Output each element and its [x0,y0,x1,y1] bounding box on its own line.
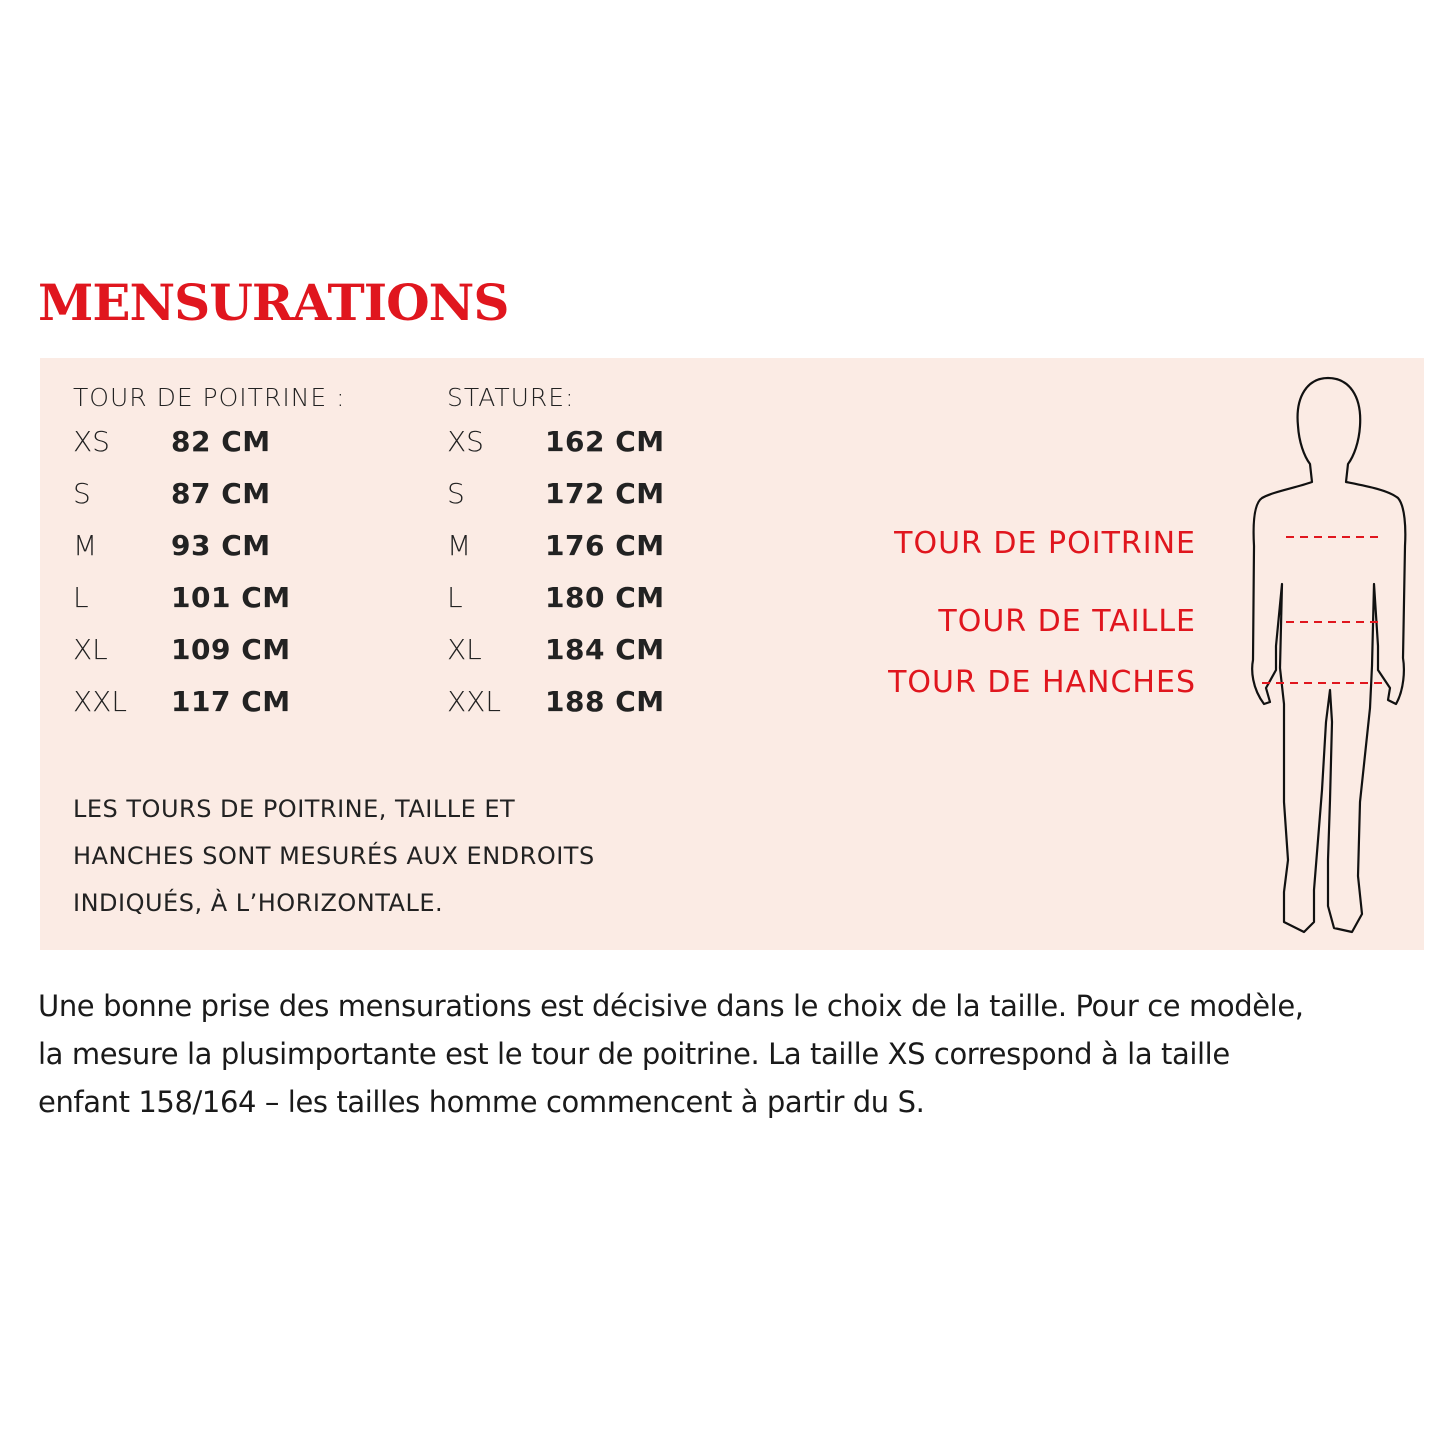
measurement-note [73,786,693,927]
size-label: XS [73,425,110,458]
size-value: 176 CM [545,529,665,562]
size-value: 87 CM [171,477,271,510]
hips-measure-label: TOUR DE HANCHES [888,665,1196,700]
table-row [73,416,433,468]
sizing-advice-paragraph [38,982,1433,1126]
table-row [447,468,807,520]
size-value: 117 CM [171,685,291,718]
size-value: 101 CM [171,581,291,614]
size-label: XS [447,425,484,458]
stature-table-heading: STATURE: [447,383,575,412]
chest-table-heading: TOUR DE POITRINE : [73,383,346,412]
note-line: INDIQUÉS, À L’HORIZONTALE. [73,889,444,917]
table-row [447,676,807,728]
stature-size-table [447,380,807,728]
size-value: 188 CM [545,685,665,718]
size-label: XL [447,633,482,666]
size-value: 184 CM [545,633,665,666]
table-row [447,572,807,624]
size-label: XL [73,633,108,666]
size-label: XXL [447,685,501,718]
size-value: 93 CM [171,529,271,562]
table-row [73,572,433,624]
size-label: S [447,477,465,510]
waist-measure-label: TOUR DE TAILLE [938,604,1196,639]
size-value: 172 CM [545,477,665,510]
size-label: M [447,529,472,562]
paragraph-line: la mesure la plusimportante est le tour de poitrine. La taille XS correspond à la taille [38,1037,1230,1071]
chest-measure-label: TOUR DE POITRINE [894,526,1196,561]
measurements-panel [40,358,1424,950]
size-value: 109 CM [171,633,291,666]
note-line: LES TOURS DE POITRINE, TAILLE ET [73,795,516,823]
table-row [447,520,807,572]
table-row [447,624,807,676]
table-row [73,624,433,676]
paragraph-line: enfant 158/164 – les tailles homme commencent à partir du S. [38,1085,925,1119]
size-label: M [73,529,98,562]
size-label: S [73,477,91,510]
table-row [447,416,807,468]
paragraph-line: Une bonne prise des mensurations est décisive dans le choix de la taille. Pour ce modèle, [38,989,1304,1023]
body-silhouette [1252,378,1405,932]
size-value: 82 CM [171,425,271,458]
table-row [73,676,433,728]
size-value: 180 CM [545,581,665,614]
note-line: HANCHES SONT MESURÉS AUX ENDROITS [73,842,595,870]
page-title: MENSURATIONS [38,273,509,332]
body-outline-icon [1200,370,1410,942]
size-value: 162 CM [545,425,665,458]
table-row [73,520,433,572]
chest-size-table [73,380,433,728]
size-label: L [73,581,89,614]
size-label: L [447,581,463,614]
table-row [73,468,433,520]
size-label: XXL [73,685,127,718]
